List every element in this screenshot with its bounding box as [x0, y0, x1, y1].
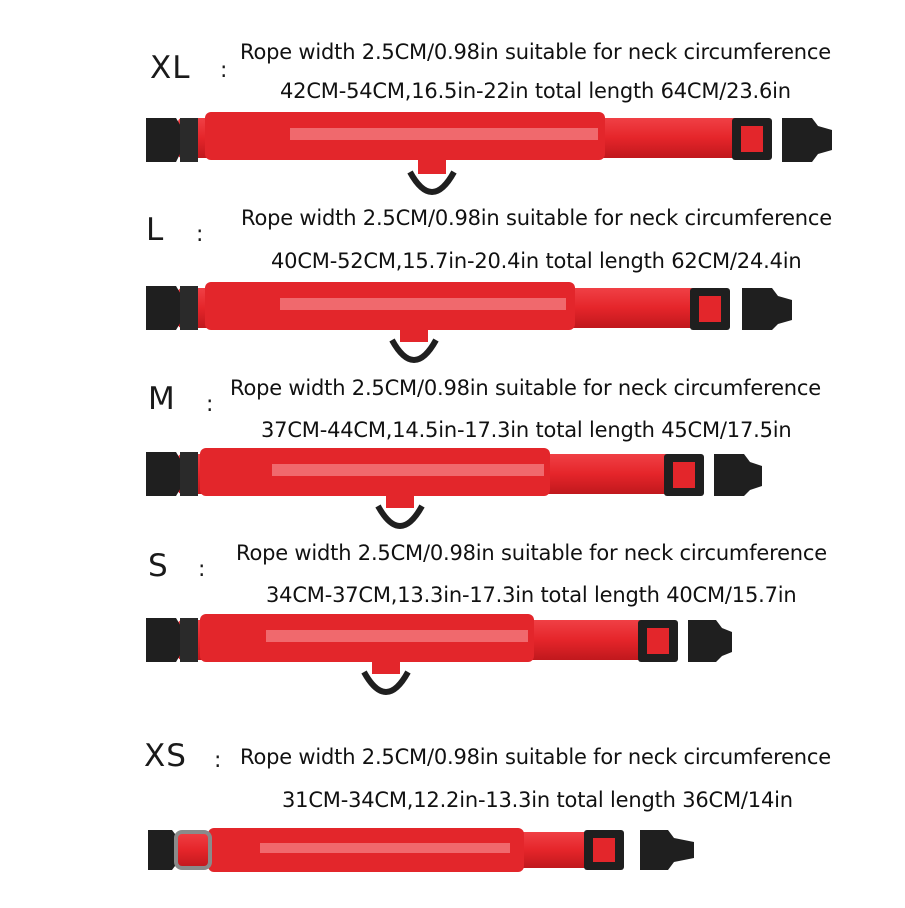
description-line-1: Rope width 2.5CM/0.98in suitable for neck circumference	[240, 745, 831, 769]
size-label: L	[146, 212, 165, 248]
buckle-icon	[742, 288, 792, 330]
size-label: M	[148, 381, 176, 417]
d-ring-icon	[364, 672, 408, 692]
d-ring-icon	[392, 340, 436, 360]
collar-xl	[146, 112, 832, 192]
buckle-icon	[782, 118, 832, 162]
size-label: XS	[144, 738, 187, 774]
size-label: XL	[150, 50, 191, 86]
buckle-icon	[146, 618, 182, 662]
size-colon: :	[206, 392, 214, 417]
buckle-icon	[146, 452, 182, 496]
size-label: S	[148, 548, 169, 584]
buckle-icon	[146, 286, 182, 330]
size-colon: :	[214, 748, 222, 773]
buckle-icon	[640, 830, 694, 870]
d-ring-icon	[410, 172, 454, 192]
description-line-2: 37CM-44CM,14.5in-17.3in total length 45CM/17.5in	[261, 418, 792, 442]
collar-xs	[148, 828, 694, 872]
collar-m	[146, 448, 762, 526]
description-line-2: 34CM-37CM,13.3in-17.3in total length 40CM/15.7in	[266, 583, 797, 607]
buckle-icon	[714, 454, 762, 496]
description-line-1: Rope width 2.5CM/0.98in suitable for neck circumference	[236, 541, 827, 565]
description-line-2: 42CM-54CM,16.5in-22in total length 64CM/23.6in	[280, 79, 791, 103]
d-ring-icon	[378, 506, 422, 526]
collar-l	[146, 282, 792, 360]
description-line-1: Rope width 2.5CM/0.98in suitable for neck circumference	[240, 40, 831, 64]
buckle-icon	[148, 830, 178, 870]
collar-s	[146, 614, 732, 692]
description-line-2: 31CM-34CM,12.2in-13.3in total length 36CM/14in	[282, 788, 793, 812]
size-colon: :	[220, 58, 228, 83]
buckle-icon	[688, 620, 732, 662]
description-line-1: Rope width 2.5CM/0.98in suitable for neck circumference	[230, 376, 821, 400]
size-colon: :	[198, 557, 206, 582]
description-line-1: Rope width 2.5CM/0.98in suitable for neck circumference	[241, 206, 832, 230]
size-colon: :	[196, 222, 204, 247]
buckle-icon	[146, 118, 182, 162]
description-line-2: 40CM-52CM,15.7in-20.4in total length 62CM/24.4in	[271, 249, 802, 273]
